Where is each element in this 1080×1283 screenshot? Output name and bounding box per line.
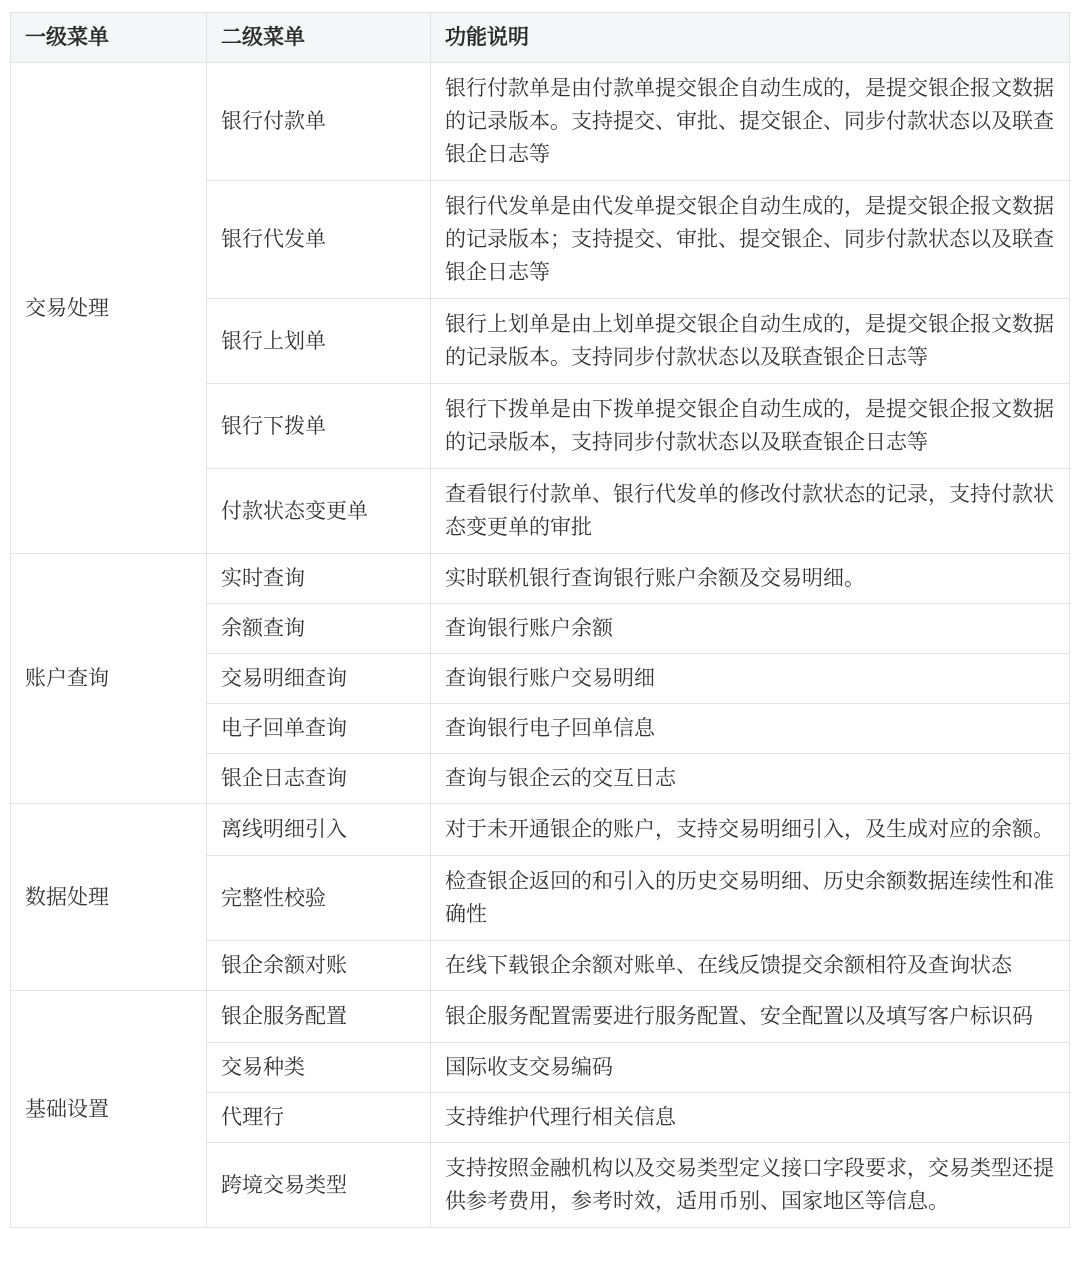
- secondary-menu-cell: 银行代发单: [207, 181, 431, 299]
- secondary-menu-cell: 代理行: [207, 1093, 431, 1143]
- description-cell: 查看银行付款单、银行代发单的修改付款状态的记录，支持付款状态变更单的审批: [431, 469, 1070, 554]
- description-cell: 银企服务配置需要进行服务配置、安全配置以及填写客户标识码: [431, 991, 1070, 1043]
- header-primary-menu: 一级菜单: [11, 13, 207, 63]
- description-cell: 查询与银企云的交互日志: [431, 754, 1070, 804]
- primary-menu-cell: 基础设置: [11, 991, 207, 1228]
- secondary-menu-cell: 银行付款单: [207, 63, 431, 181]
- description-cell: 国际收支交易编码: [431, 1043, 1070, 1093]
- header-function-description: 功能说明: [431, 13, 1070, 63]
- secondary-menu-cell: 银企服务配置: [207, 991, 431, 1043]
- description-cell: 检查银企返回的和引入的历史交易明细、历史余额数据连续性和准确性: [431, 856, 1070, 941]
- table-row: [11, 554, 1070, 604]
- secondary-menu-cell: 银行上划单: [207, 299, 431, 384]
- description-cell: 实时联机银行查询银行账户余额及交易明细。: [431, 554, 1070, 604]
- secondary-menu-cell: 银行下拨单: [207, 384, 431, 469]
- menu-function-table-container: [10, 12, 1069, 1228]
- secondary-menu-cell: 电子回单查询: [207, 704, 431, 754]
- description-cell: 银行付款单是由付款单提交银企自动生成的，是提交银企报文数据的记录版本。支持提交、审批、提交银企、同步付款状态以及联查银企日志等: [431, 63, 1070, 181]
- secondary-menu-cell: 余额查询: [207, 604, 431, 654]
- description-cell: 银行上划单是由上划单提交银企自动生成的，是提交银企报文数据的记录版本。支持同步付款状态以及联查银企日志等: [431, 299, 1070, 384]
- description-cell: 银行代发单是由代发单提交银企自动生成的，是提交银企报文数据的记录版本；支持提交、审批、提交银企、同步付款状态以及联查银企日志等: [431, 181, 1070, 299]
- primary-menu-cell: 数据处理: [11, 804, 207, 991]
- description-cell: 对于未开通银企的账户，支持交易明细引入，及生成对应的余额。: [431, 804, 1070, 856]
- secondary-menu-cell: 银企日志查询: [207, 754, 431, 804]
- table-row: [11, 63, 1070, 181]
- secondary-menu-cell: 付款状态变更单: [207, 469, 431, 554]
- description-cell: 支持按照金融机构以及交易类型定义接口字段要求，交易类型还提供参考费用，参考时效，适用币别、国家地区等信息。: [431, 1143, 1070, 1228]
- secondary-menu-cell: 离线明细引入: [207, 804, 431, 856]
- secondary-menu-cell: 实时查询: [207, 554, 431, 604]
- table-header-row: [11, 13, 1070, 63]
- primary-menu-cell: 账户查询: [11, 554, 207, 804]
- header-secondary-menu: 二级菜单: [207, 13, 431, 63]
- secondary-menu-cell: 完整性校验: [207, 856, 431, 941]
- secondary-menu-cell: 交易种类: [207, 1043, 431, 1093]
- table-row: [11, 804, 1070, 856]
- table-row: [11, 991, 1070, 1043]
- description-cell: 支持维护代理行相关信息: [431, 1093, 1070, 1143]
- description-cell: 查询银行电子回单信息: [431, 704, 1070, 754]
- secondary-menu-cell: 跨境交易类型: [207, 1143, 431, 1228]
- description-cell: 查询银行账户余额: [431, 604, 1070, 654]
- description-cell: 银行下拨单是由下拨单提交银企自动生成的，是提交银企报文数据的记录版本，支持同步付款状态以及联查银企日志等: [431, 384, 1070, 469]
- secondary-menu-cell: 银企余额对账: [207, 941, 431, 991]
- menu-function-table: [10, 12, 1070, 1228]
- description-cell: 在线下载银企余额对账单、在线反馈提交余额相符及查询状态: [431, 941, 1070, 991]
- primary-menu-cell: 交易处理: [11, 63, 207, 554]
- description-cell: 查询银行账户交易明细: [431, 654, 1070, 704]
- secondary-menu-cell: 交易明细查询: [207, 654, 431, 704]
